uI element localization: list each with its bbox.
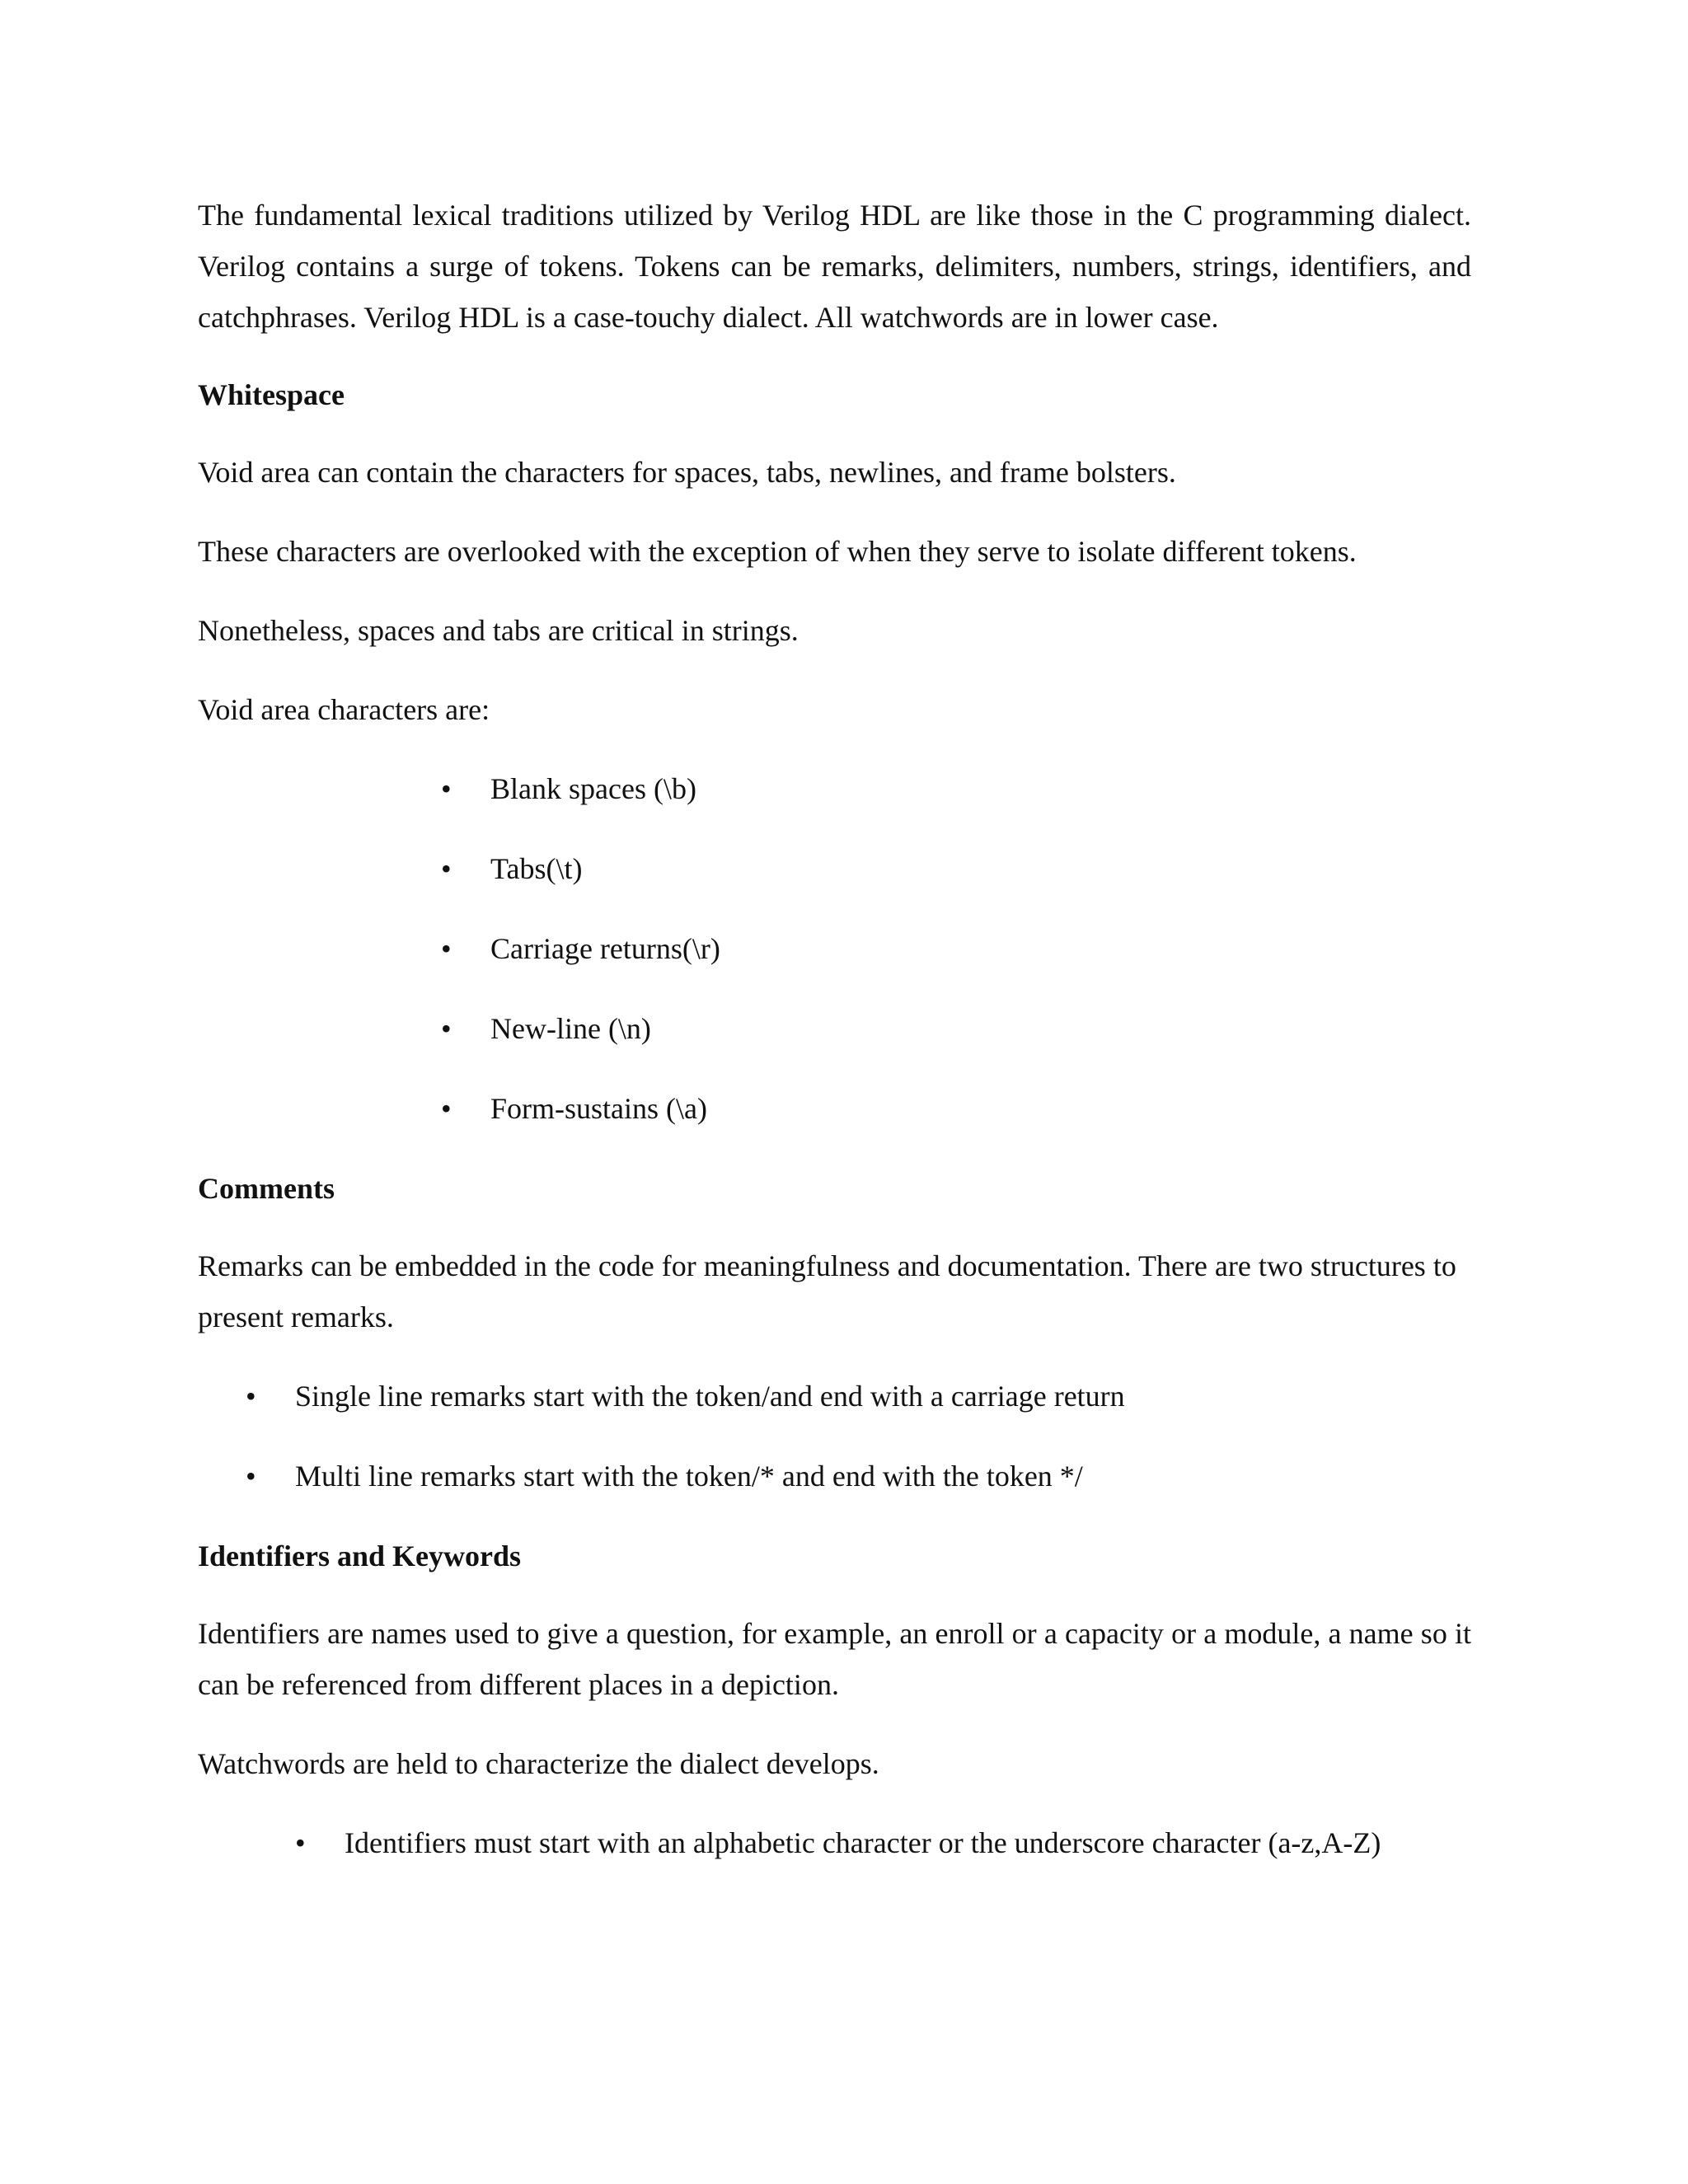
list-item-text: Identifiers must start with an alphabetic character or the underscore character (a-z,A-Z)	[345, 1826, 1381, 1859]
list-item-text: Multi line remarks start with the token/* and end with the token */	[295, 1460, 1083, 1493]
whitespace-paragraph-2: These characters are overlooked with the exception of when they serve to isolate different tokens.	[198, 535, 1357, 568]
comments-list	[198, 1371, 1471, 1502]
list-item	[198, 1083, 1471, 1134]
whitespace-heading: Whitespace	[198, 378, 345, 411]
identifiers-paragraph-1: Identifiers are names used to give a question, for example, an enroll or a capacity or a module, a name so it can be referenced from different places in a depiction.	[198, 1617, 1471, 1701]
whitespace-paragraph-4: Void area characters are:	[198, 693, 490, 726]
list-item-text: Form-sustains (\a)	[490, 1092, 707, 1125]
whitespace-char-list	[198, 763, 1471, 1134]
list-item-text: Blank spaces (\b)	[490, 772, 696, 805]
whitespace-paragraph-3: Nonetheless, spaces and tabs are critical in strings.	[198, 614, 799, 647]
bullet-icon: •	[441, 772, 452, 805]
list-item	[198, 1817, 1471, 1868]
identifiers-paragraph-2: Watchwords are held to characterize the dialect develops.	[198, 1747, 879, 1780]
list-item-text: Single line remarks start with the token/and end with a carriage return	[295, 1380, 1125, 1413]
bullet-icon: •	[295, 1826, 306, 1859]
identifiers-list	[198, 1817, 1471, 1868]
list-item	[198, 1003, 1471, 1054]
bullet-icon: •	[441, 1012, 452, 1045]
list-item-text: Tabs(\t)	[490, 852, 583, 885]
bullet-icon: •	[246, 1460, 256, 1493]
bullet-icon: •	[441, 1092, 452, 1125]
list-item	[198, 843, 1471, 894]
page-content	[198, 190, 1471, 1897]
comments-paragraph: Remarks can be embedded in the code for meaningfulness and documentation. There are two structures to present remarks.	[198, 1249, 1456, 1333]
bullet-icon: •	[246, 1380, 256, 1413]
bullet-icon: •	[441, 932, 452, 965]
comments-heading: Comments	[198, 1172, 335, 1205]
list-item	[198, 1451, 1471, 1502]
bullet-icon: •	[441, 852, 452, 885]
list-item	[198, 1371, 1471, 1422]
list-item	[198, 923, 1471, 974]
whitespace-paragraph-1: Void area can contain the characters for spaces, tabs, newlines, and frame bolsters.	[198, 456, 1176, 489]
intro-paragraph: The fundamental lexical traditions utilized by Verilog HDL are like those in the C programming dialect. Verilog contains a surge of tokens. Tokens can be remarks, delimiters, numbers, strings, identifiers, and catchphrases. Verilog HDL is a case-touchy dialect. All watchwords are in lower case.	[198, 199, 1471, 334]
list-item	[198, 763, 1471, 814]
list-item-text: New-line (\n)	[490, 1012, 651, 1045]
identifiers-heading: Identifiers and Keywords	[198, 1540, 522, 1572]
list-item-text: Carriage returns(\r)	[490, 932, 720, 965]
